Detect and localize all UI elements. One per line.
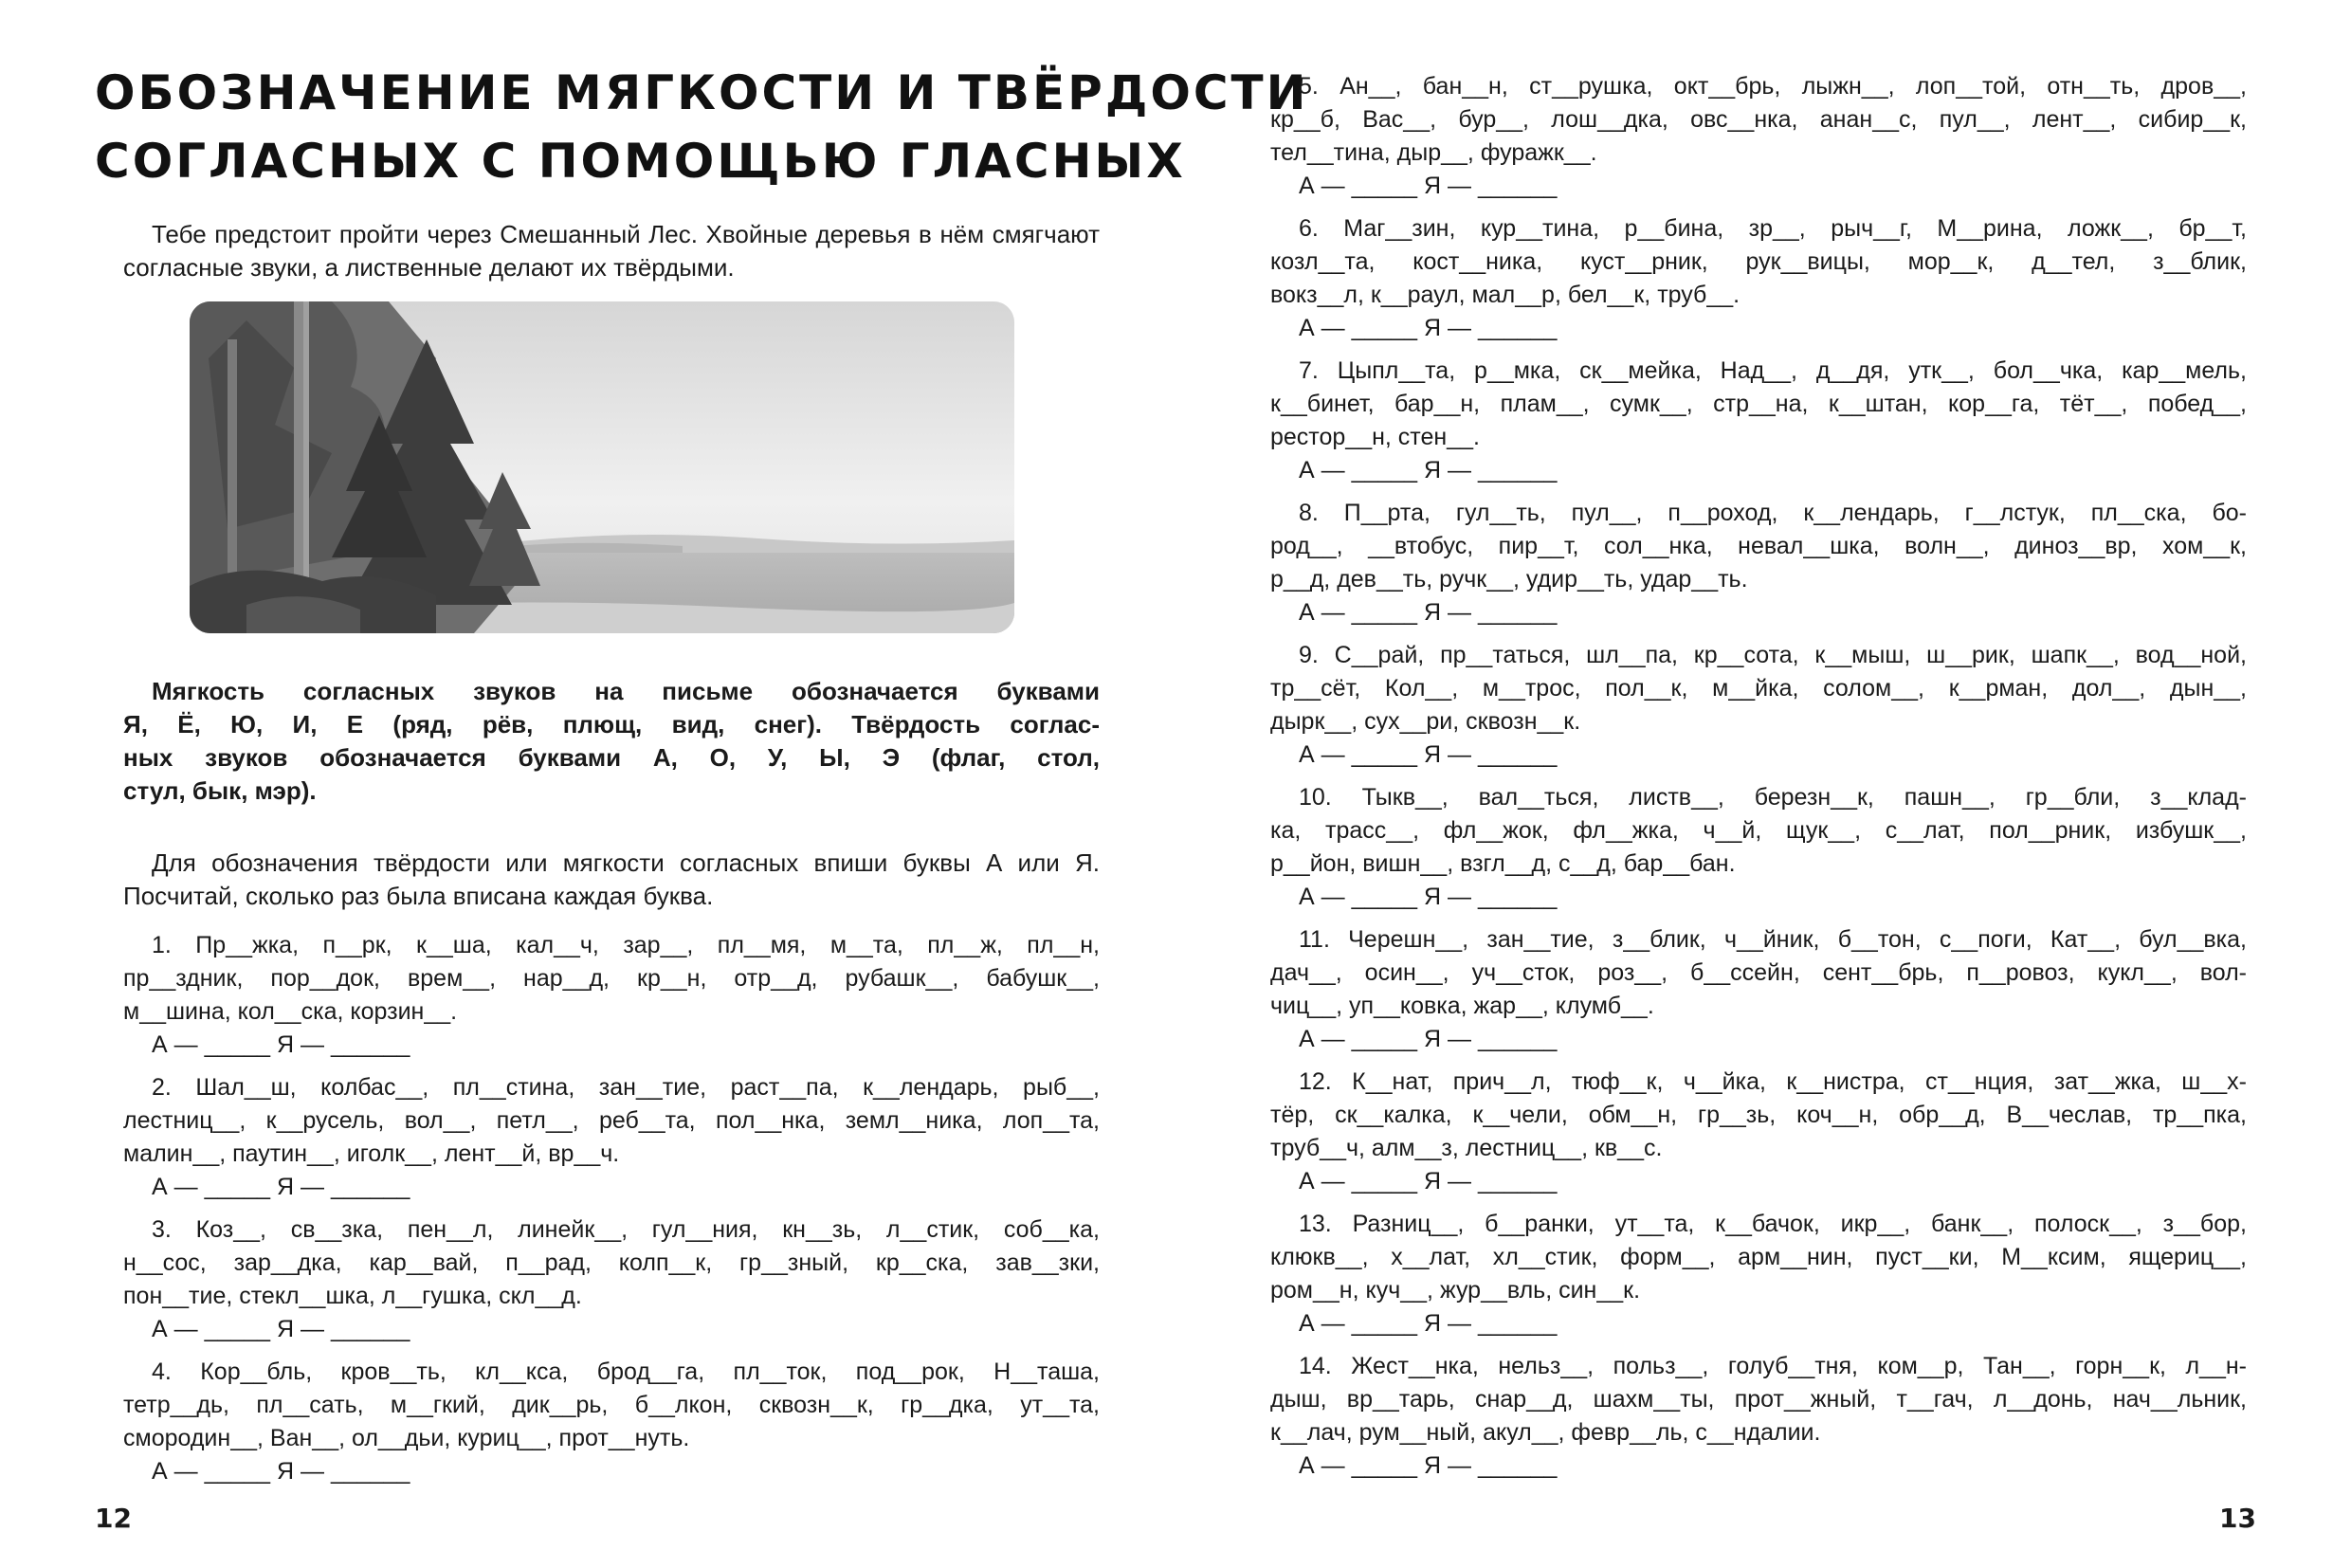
exercise-line: ром__н, куч__, жур__вль, син__к. [1270,1277,1641,1304]
exercise-line: 6. Маг__зин, кур__тина, р__бина, зр__, рыч__г, М__рина, ложк__, бр__т, [1299,215,2247,242]
exercise-line: р__д, дев__ть, ручк__, удир__ть, удар__ть. [1270,566,1748,593]
exercise-line: 11. Черешн__, зан__тие, з__блик, ч__йник, б__тон, с__поги, Кат__, бул__вка, [1299,926,2247,953]
answer-line[interactable]: А — _____ Я — ______ [1299,1310,1558,1337]
answer-line[interactable]: А — _____ Я — ______ [1299,1452,1558,1479]
exercise-6 [1270,212,2247,345]
answer-line[interactable]: А — _____ Я — ______ [1299,457,1558,483]
exercise-line: малин__, паутин__, иголк__, лент__й, вр__ч. [123,1140,620,1167]
exercise-line: 12. К__нат, прич__л, тюф__к, ч__йка, к__нистра, ст__нция, зат__жка, ш__х- [1299,1068,2247,1095]
exercise-line: вокз__л, к__раул, мал__р, бел__к, труб__. [1270,282,1740,308]
exercise-7 [1270,355,2247,487]
exercise-5 [1270,70,2247,203]
exercise-10 [1270,781,2247,914]
rule-line-1: Мягкость согласных звуков на письме обозначается буквами [152,677,1100,705]
exercise-line: тетр__дь, пл__сать, м__гкий, дик__рь, б__лкон, сквозн__к, гр__дка, ут__та, [123,1392,1100,1418]
answer-line[interactable]: А — _____ Я — ______ [1299,1026,1558,1052]
exercise-line: кр__б, Вас__, бур__, лош__дка, овс__нка, анан__с, пул__, лент__, сибир__к, [1270,106,2247,133]
rule-line-2: Я, Ё, Ю, И, Е (ряд, рёв, плющ, вид, снег). Твёрдость соглас- [123,710,1100,738]
exercise-line: 4. Кор__бль, кров__ть, кл__кса, брод__га, пл__ток, под__рок, Н__таша, [152,1358,1100,1385]
page-number-left: 12 [95,1503,132,1534]
exercise-4 [123,1356,1100,1488]
exercise-line: род__, __втобус, пир__т, сол__нка, невал__шка, волн__, диноз__вр, хом__к, [1270,533,2247,559]
exercise-9 [1270,639,2247,772]
exercise-line: 1. Пр__жка, п__рк, к__ша, кал__ч, зар__, пл__мя, м__та, пл__ж, пл__н, [152,932,1100,958]
exercise-2 [123,1071,1100,1204]
exercise-line: н__сос, зар__дка, кар__вай, п__рад, колп__к, гр__зный, кр__ска, зав__зки, [123,1249,1100,1276]
task-paragraph: Для обозначения твёрдости или мягкости согласных впиши буквы А или Я. Посчитай, сколько раз была вписана каждая буква. [123,848,1100,910]
exercise-line: 7. Цыпл__та, р__мка, ск__мейка, Над__, д__дя, утк__, бол__чка, кар__мель, [1299,357,2247,384]
exercise-12 [1270,1066,2247,1198]
page-number-right: 13 [2219,1503,2256,1534]
page-title [95,59,1309,195]
exercise-line: смородин__, Ван__, ол__дьи, куриц__, прот__нуть. [123,1425,690,1451]
rule-line-4: стул, бык, мэр). [123,776,317,805]
answer-line[interactable]: А — _____ Я — ______ [1299,315,1558,341]
exercise-line: 3. Коз__, св__зка, пен__л, линейк__, гул__ния, кн__зь, л__стик, соб__ка, [152,1216,1100,1243]
exercise-8 [1270,497,2247,629]
answer-line[interactable]: А — _____ Я — ______ [1299,599,1558,626]
exercise-line: клюкв__, х__лат, хл__стик, форм__, арм__нин, пуст__ки, М__ксим, ящериц__, [1270,1244,2247,1270]
exercise-line: чиц__, уп__ковка, жар__, клумб__. [1270,993,1654,1019]
title-line-2: СОГЛАСНЫХ С ПОМОЩЬЮ ГЛАСНЫХ [95,134,1186,189]
answer-line[interactable]: А — _____ Я — ______ [1299,173,1558,199]
forest-illustration [190,301,1014,633]
exercise-line: тёр, ск__калка, к__чели, обм__н, гр__зь, коч__н, обр__д, В__чеслав, тр__пка, [1270,1102,2247,1128]
answer-line[interactable]: А — _____ Я — ______ [152,1316,410,1342]
intro-paragraph: Тебе предстоит пройти через Смешанный Лес. Хвойные деревья в нём смягчают согласные звуки, а лиственные делают их твёрдыми. [123,220,1100,282]
exercise-line: дыш, вр__тарь, снар__д, шахм__ты, прот__жный, т__гач, л__донь, нач__льник, [1270,1386,2247,1413]
exercise-3 [123,1213,1100,1346]
answer-line[interactable]: А — _____ Я — ______ [152,1458,410,1485]
exercise-line: козл__та, кост__ника, куст__рник, рук__вицы, мор__к, д__тел, з__блик, [1270,248,2247,275]
exercise-13 [1270,1208,2247,1340]
exercise-14 [1270,1350,2247,1483]
title-line-1: ОБОЗНАЧЕНИЕ МЯГКОСТИ И ТВЁРДОСТИ [95,65,1309,120]
answer-line[interactable]: А — _____ Я — ______ [152,1174,410,1200]
exercise-line: м__шина, кол__ска, корзин__. [123,998,458,1025]
exercise-line: тр__сёт, Кол__, м__трос, пол__к, м__йка, солом__, к__рман, дол__, дын__, [1270,675,2247,702]
answer-line[interactable]: А — _____ Я — ______ [1299,741,1558,768]
rule-line-3: ных звуков обозначается буквами А, О, У, Ы, Э (флаг, стол, [123,743,1100,772]
right-page [1176,0,2351,1568]
exercise-11 [1270,923,2247,1056]
exercise-line: тел__тина, дыр__, фуражк__. [1270,139,1597,166]
exercise-line: к__лач, рум__ный, акул__, февр__ль, с__ндалии. [1270,1419,1821,1446]
exercise-line: 5. Ан__, бан__н, ст__рушка, окт__брь, лыжн__, лоп__той, отн__ть, дров__, [1299,73,2247,100]
exercise-line: пон__тие, стекл__шка, л__гушка, скл__д. [123,1283,582,1309]
exercise-line: 10. Тыкв__, вал__ться, листв__, березн__к, пашн__, гр__бли, з__клад- [1299,784,2247,811]
exercise-line: дырк__, сух__ри, сквозн__к. [1270,708,1581,735]
answer-line[interactable]: А — _____ Я — ______ [152,1031,410,1058]
exercise-line: ка, трасс__, фл__жок, фл__жка, ч__й, щук__, с__лат, пол__рник, избушк__, [1270,817,2247,844]
answer-line[interactable]: А — _____ Я — ______ [1299,884,1558,910]
exercise-line: пр__здник, пор__док, врем__, нар__д, кр__н, отр__д, рубашк__, бабушк__, [123,965,1100,992]
exercise-line: 8. П__рта, гул__ть, пул__, п__роход, к__лендарь, г__лстук, пл__ска, бо- [1299,500,2247,526]
exercise-line: рестор__н, стен__. [1270,424,1480,450]
exercise-line: 14. Жест__нка, нельз__, польз__, голуб__тня, ком__р, Тан__, горн__к, л__н- [1299,1353,2247,1379]
exercise-line: 9. С__рай, пр__таться, шл__па, кр__сота, к__мыш, ш__рик, шапк__, вод__ной, [1299,642,2247,668]
exercise-line: дач__, осин__, уч__сток, роз__, б__ссейн, сент__брь, п__ровоз, кукл__, вол- [1270,959,2247,986]
exercise-line: к__бинет, бар__н, плам__, сумк__, стр__на, к__штан, кор__га, тёт__, побед__, [1270,391,2247,417]
answer-line[interactable]: А — _____ Я — ______ [1299,1168,1558,1194]
rule-box [123,675,1100,808]
exercise-line: лестниц__, к__русель, вол__, петл__, реб__та, пол__нка, земл__ника, лоп__та, [123,1107,1100,1134]
exercise-line: 2. Шал__ш, колбас__, пл__стина, зан__тие, раст__па, к__лендарь, рыб__, [152,1074,1100,1101]
exercise-1 [123,929,1100,1062]
exercise-line: труб__ч, алм__з, лестниц__, кв__с. [1270,1135,1663,1161]
exercise-line: р__йон, вишн__, взгл__д, с__д, бар__бан. [1270,850,1736,877]
exercise-line: 13. Разниц__, б__ранки, ут__та, к__бачок, икр__, банк__, полоск__, з__бор, [1299,1211,2247,1237]
